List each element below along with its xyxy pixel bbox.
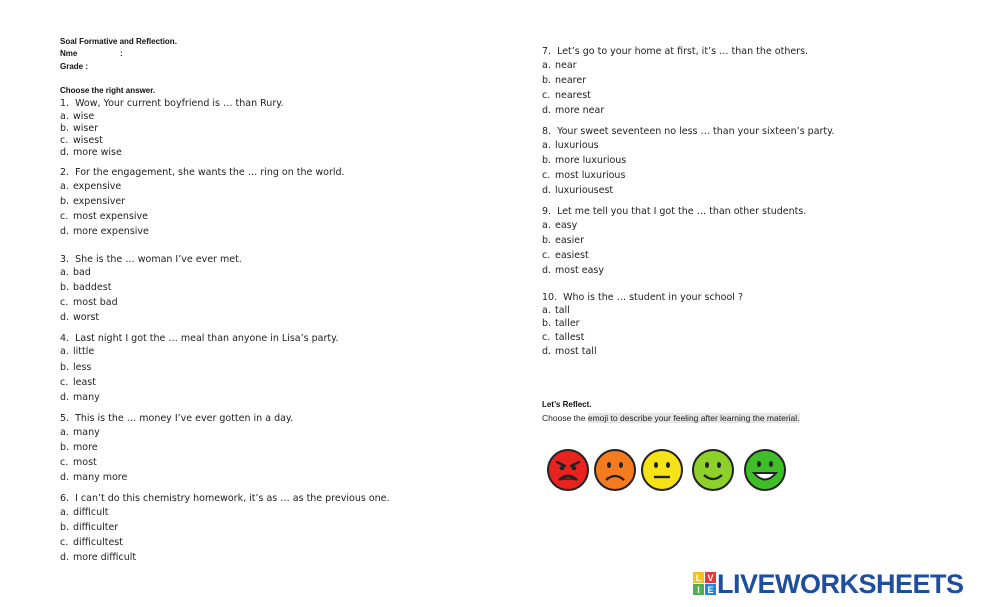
option-letter: a.	[542, 305, 551, 316]
option-text: nearest	[555, 90, 591, 101]
question-number: 1.	[60, 98, 70, 109]
option-letter: b.	[60, 123, 70, 134]
neutral-face-icon[interactable]	[640, 448, 684, 492]
answer-option[interactable]	[60, 111, 94, 122]
question-text: Who is the … student in your school ?	[563, 292, 744, 303]
answer-option[interactable]	[60, 312, 99, 323]
worksheet-title: Soal Formative and Reflection.	[60, 37, 177, 46]
logo-letter: I	[697, 585, 700, 595]
option-text: many	[73, 392, 100, 403]
option-letter: c.	[60, 135, 69, 146]
option-letter: d.	[542, 185, 552, 196]
question-5	[60, 413, 293, 424]
option-text: wise	[73, 111, 95, 122]
answer-option[interactable]	[542, 332, 584, 343]
answer-option[interactable]	[542, 90, 591, 101]
option-text: wiser	[73, 123, 99, 134]
question-text: Your sweet seventeen no less … than your sixteen’s party.	[557, 126, 835, 137]
answer-option[interactable]	[542, 346, 597, 357]
option-text: more wise	[73, 147, 122, 158]
answer-option[interactable]	[60, 147, 122, 158]
option-letter: d.	[60, 472, 70, 483]
grade-label: Grade :	[60, 62, 89, 71]
option-letter: c.	[542, 250, 551, 261]
question-text: Let’s go to your home at first, it’s … than the others.	[557, 46, 809, 57]
logo-wordmark: LIVEWORKSHEETS	[717, 568, 964, 599]
option-text: easiest	[555, 250, 589, 261]
question-1	[60, 98, 284, 109]
question-10	[542, 292, 743, 303]
option-text: more expensive	[73, 226, 149, 237]
question-9	[542, 206, 806, 217]
option-letter: a.	[60, 346, 69, 357]
option-letter: d.	[542, 346, 552, 357]
option-text: difficulter	[73, 522, 119, 533]
option-text: luxurious	[555, 140, 599, 151]
option-letter: d.	[542, 265, 552, 276]
question-number: 2.	[60, 167, 70, 178]
answer-option[interactable]	[60, 135, 103, 146]
option-text: many more	[73, 472, 128, 483]
question-number: 4.	[60, 333, 70, 344]
option-letter: c.	[542, 170, 551, 181]
option-letter: c.	[542, 90, 551, 101]
option-text: more near	[555, 105, 605, 116]
question-8	[542, 126, 834, 137]
answer-option[interactable]	[60, 537, 123, 548]
live-blocks-icon	[693, 571, 717, 597]
option-letter: b.	[542, 318, 552, 329]
option-text: expensiver	[73, 196, 126, 207]
answer-option[interactable]	[60, 427, 100, 438]
option-letter: b.	[60, 282, 70, 293]
option-text: most	[73, 457, 97, 468]
logo-letter: V	[707, 573, 714, 583]
angry-face-icon[interactable]	[546, 448, 590, 492]
answer-option[interactable]	[60, 457, 97, 468]
option-text: baddest	[73, 282, 112, 293]
option-text: most expensive	[73, 211, 149, 222]
option-text: more	[73, 442, 98, 453]
option-text: worst	[73, 312, 100, 323]
option-text: most luxurious	[555, 170, 626, 181]
option-letter: d.	[60, 312, 70, 323]
option-text: near	[555, 60, 577, 71]
answer-option[interactable]	[542, 305, 570, 316]
option-text: most bad	[73, 297, 118, 308]
answer-option[interactable]	[60, 507, 108, 518]
reflect-instruction-part-2: emoji to describe your feeling after learning the material.	[587, 413, 800, 423]
question-number: 9.	[542, 206, 552, 217]
option-letter: a.	[542, 140, 551, 151]
option-letter: c.	[60, 297, 69, 308]
answer-option[interactable]	[60, 282, 111, 293]
option-text: wisest	[73, 135, 103, 146]
answer-option[interactable]	[60, 392, 100, 403]
option-letter: d.	[60, 392, 70, 403]
liveworksheets-logo	[693, 570, 964, 598]
question-7	[542, 46, 808, 57]
answer-option[interactable]	[60, 196, 125, 207]
instruction-text: Choose the right answer.	[60, 86, 156, 95]
answer-option[interactable]	[60, 226, 149, 237]
answer-option[interactable]	[60, 552, 136, 563]
option-letter: b.	[542, 235, 552, 246]
option-text: nearer	[555, 75, 587, 86]
option-letter: d.	[60, 226, 70, 237]
option-letter: a.	[60, 427, 69, 438]
answer-option[interactable]	[542, 75, 586, 86]
reflect-instruction-part-1: Choose the	[542, 413, 588, 423]
happy-face-icon[interactable]	[743, 448, 787, 492]
option-text: little	[73, 346, 95, 357]
question-text: Last night I got the … meal than anyone in Lisa’s party.	[75, 333, 339, 344]
question-text: For the engagement, she wants the … ring on the world.	[75, 167, 345, 178]
option-text: taller	[555, 318, 580, 329]
question-text: Wow, Your current boyfriend is … than Rury.	[75, 98, 284, 109]
option-letter: d.	[60, 552, 70, 563]
answer-option[interactable]	[542, 250, 589, 261]
option-text: expensive	[73, 181, 122, 192]
option-letter: a.	[60, 181, 69, 192]
question-number: 6.	[60, 493, 70, 504]
option-text: tallest	[555, 332, 585, 343]
answer-option[interactable]	[542, 170, 625, 181]
question-number: 10.	[542, 292, 558, 303]
question-6	[60, 493, 390, 504]
option-text: most easy	[555, 265, 604, 276]
answer-option[interactable]	[60, 362, 91, 373]
option-text: least	[73, 377, 96, 388]
answer-option[interactable]	[542, 60, 577, 71]
option-letter: d.	[542, 105, 552, 116]
question-number: 3.	[60, 254, 70, 265]
reflect-title: Let’s Reflect.	[542, 400, 592, 409]
smile-face-icon[interactable]	[691, 448, 735, 492]
name-colon: :	[120, 49, 123, 58]
answer-option[interactable]	[60, 472, 127, 483]
answer-option[interactable]	[542, 318, 580, 329]
name-label: Nme	[60, 49, 78, 58]
option-text: less	[73, 362, 92, 373]
answer-option[interactable]	[542, 140, 599, 151]
question-text: This is the … money I’ve ever gotten in a day.	[75, 413, 294, 424]
option-text: bad	[73, 267, 91, 278]
answer-option[interactable]	[542, 105, 604, 116]
answer-option[interactable]	[60, 211, 148, 222]
option-letter: a.	[542, 60, 551, 71]
option-text: many	[73, 427, 100, 438]
option-letter: b.	[542, 155, 552, 166]
answer-option[interactable]	[60, 181, 121, 192]
question-4	[60, 333, 338, 344]
question-3	[60, 254, 242, 265]
answer-option[interactable]	[542, 155, 626, 166]
option-letter: a.	[60, 267, 69, 278]
sad-face-icon[interactable]	[593, 448, 637, 492]
option-letter: b.	[60, 196, 70, 207]
answer-option[interactable]	[60, 442, 98, 453]
option-text: difficult	[73, 507, 109, 518]
option-letter: c.	[542, 332, 551, 343]
question-number: 8.	[542, 126, 552, 137]
option-letter: b.	[542, 75, 552, 86]
logo-letter: E	[707, 585, 714, 595]
option-letter: c.	[60, 211, 69, 222]
option-letter: b.	[60, 362, 70, 373]
option-letter: d.	[60, 147, 70, 158]
reflect-instruction	[542, 413, 800, 423]
option-text: more luxurious	[555, 155, 627, 166]
answer-option[interactable]	[60, 123, 98, 134]
answer-option[interactable]	[60, 267, 91, 278]
question-text: I can’t do this chemistry homework, it’s as … as the previous one.	[75, 493, 390, 504]
question-number: 7.	[542, 46, 552, 57]
answer-option[interactable]	[542, 235, 584, 246]
option-letter: a.	[542, 220, 551, 231]
option-letter: c.	[60, 537, 69, 548]
option-text: tall	[555, 305, 570, 316]
answer-option[interactable]	[60, 346, 94, 357]
option-text: easy	[555, 220, 578, 231]
question-text: Let me tell you that I got the … than other students.	[557, 206, 807, 217]
answer-option[interactable]	[542, 220, 577, 231]
question-2	[60, 167, 345, 178]
option-text: most tall	[555, 346, 597, 357]
option-text: more difficult	[73, 552, 137, 563]
option-text: easier	[555, 235, 585, 246]
question-text: She is the … woman I’ve ever met.	[75, 254, 242, 265]
option-text: luxuriousest	[555, 185, 614, 196]
option-letter: a.	[60, 111, 69, 122]
answer-option[interactable]	[60, 377, 96, 388]
question-number: 5.	[60, 413, 70, 424]
answer-option[interactable]	[542, 265, 604, 276]
answer-option[interactable]	[542, 185, 613, 196]
option-letter: c.	[60, 377, 69, 388]
answer-option[interactable]	[60, 297, 118, 308]
option-letter: b.	[60, 522, 70, 533]
option-letter: a.	[60, 507, 69, 518]
option-letter: c.	[60, 457, 69, 468]
option-letter: b.	[60, 442, 70, 453]
logo-letter: L	[695, 573, 702, 583]
option-text: difficultest	[73, 537, 123, 548]
answer-option[interactable]	[60, 522, 118, 533]
